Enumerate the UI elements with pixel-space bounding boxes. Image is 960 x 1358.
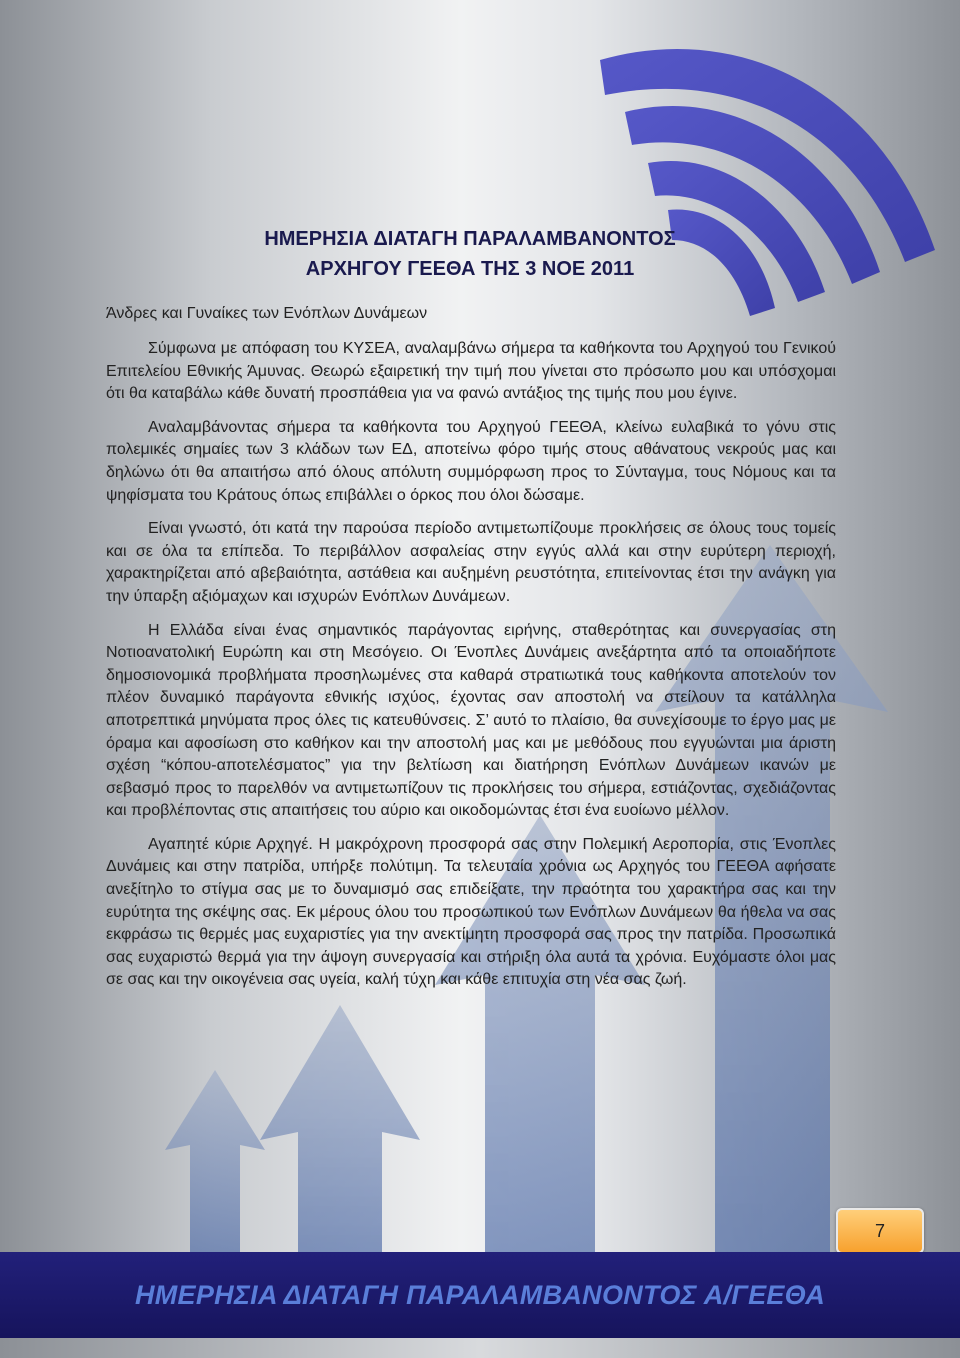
title-line-1: ΗΜΕΡΗΣΙΑ ΔΙΑΤΑΓΗ ΠΑΡΑΛΑΜΒΑΝΟΝΤΟΣ	[264, 228, 676, 250]
footer-band	[0, 1252, 960, 1338]
paragraph-1: Σύμφωνα με απόφαση του ΚΥΣΕΑ, αναλαμβάνω σήμερα τα καθήκοντα του Αρχηγού του Γενικού Επιτελείου Εθνικής Άμυνας. Θεωρώ εξαιρετική την τιμή που γίνεται στο πρόσωπο μου και υπόσχομαι ότι θα καταβάλω κάθε δυνατή προσπάθεια για να φανώ αντάξιος της τιμής που μου έγινε.	[106, 340, 836, 403]
paragraph-2: Αναλαμβάνοντας σήμερα τα καθήκοντα του Αρχηγού ΓΕΕΘΑ, κλείνω ευλαβικά το γόνυ στις πολεμικές σημαίες των 3 κλάδων των ΕΔ, αποτείνω φόρο τιμής στους αθάνατους νεκρούς μας και δηλώνω ότι θα απαιτήσω από όλους απόλυτη συμμόρφωση προς το Σύνταγμα, τους Νόμους και τα ψηφίσματα του Κράτους όπως επιβάλλει ο όρκος που όλοι δώσαμε.	[106, 418, 836, 504]
document-title	[100, 224, 840, 284]
paragraph-5: Αγαπητέ κύριε Αρχηγέ. Η μακρόχρονη προσφορά σας στην Πολεμική Αεροπορία, στις Ένοπλες Δυνάμεις και στην πατρίδα, υπήρξε πολύτιμη. Τα τελευταία χρόνια ως Αρχηγός του ΓΕΕΘΑ αφήσατε ανεξίτηλο το στίγμα σας με το δυναμισμό σας επιδείξατε, την πραότητα του χαρακτήρα σας και την ευρύτητα της σκέψης σας. Εκ μέρους όλου του προσωπικού των Ενόπλων Δυνάμεων θα ήθελα να σας εκφράσω τις θερμές μας ευχαριστίες για την ανεκτίμητη προσφορά σας προς την πατρίδα. Προσωπικά σας ευχαριστώ θερμά για την άψογη συνεργασία και στήριξη όλα αυτά τα χρόνια. Ευχόμαστε όλοι μας σε σας και την οικογένεια σας υγεία, καλή τύχη και κάθε επιτυχία στη νέα σας ζωή.	[106, 835, 836, 989]
bottom-strip	[0, 1338, 960, 1358]
footer-title: ΗΜΕΡΗΣΙΑ ΔΙΑΤΑΓΗ ΠΑΡΑΛΑΜΒΑΝΟΝΤΟΣ Α/ΓΕΕΘΑ	[134, 1279, 826, 1310]
paragraph-3: Είναι γνωστό, ότι κατά την παρούσα περίοδο αντιμετωπίζουμε προκλήσεις σε όλους τους τομείς και σε όλα τα επίπεδα. Το περιβάλλον ασφαλείας στην εγγύς αλλά και στην ευρύτερη περιοχή, χαρακτηρίζεται από αβεβαιότητα, αστάθεια και αυξημένη ρευστότητα, επιτείνοντας έτσι την ανάγκη για την ύπαρξη αξιόμαχων και ισχυρών Ενόπλων Δυνάμεων.	[106, 520, 836, 605]
paragraph-4: Η Ελλάδα είναι ένας σημαντικός παράγοντας ειρήνης, σταθερότητας και συνεργασίας στη Νοτιοανατολική Ευρώπη και στη Μεσόγειο. Οι Ένοπλες Δυνάμεις ανεξάρτητα από τα οποιαδήποτε δημοσιονομικά προβλήματα προσηλωμένες στα καθαρά στρατιωτικά τους καθήκοντα αποτελούν τον πλέον δυναμικό παράγοντα εθνικής ισχύος, έχοντας σαν αποστολή να στείλουν τα κατάλληλα αποτρεπτικά μηνύματα προς όλες τις κατευθύνσεις. Σ’ αυτό το πλαίσιο, θα συνεχίσουμε το έργο μας με όραμα και αφοσίωση στο καθήκον και την αποστολή μας και με μεθόδους που εγγυώνται μια άριστη σχέση “κόπου-αποτελέσματος” για την βελτίωση και διατήρηση Ενόπλων Δυνάμεων ικανών με σεβασμό προς το παρελθόν να αντιμετωπίζουν τις προκλήσεις του σήμερα, εστιάζοντας, σχεδιάζοντας και προβλέποντας στις απαιτήσεις του αύριο και οικοδομώντας έτσι ένα ευοίωνο μέλλον.	[106, 621, 836, 820]
arrow-faint-left	[165, 1070, 265, 1252]
body-text	[106, 338, 836, 1003]
title-line-2: ΑΡΧΗΓΟΥ ΓΕΕΘΑ ΤΗΣ 3 ΝΟΕ 2011	[305, 258, 635, 280]
page-number-badge	[836, 1208, 924, 1254]
page-number: 7	[874, 1220, 885, 1241]
arrow-left	[260, 1005, 420, 1252]
greeting: Άνδρες και Γυναίκες των Ενόπλων Δυνάμεων	[106, 305, 428, 322]
